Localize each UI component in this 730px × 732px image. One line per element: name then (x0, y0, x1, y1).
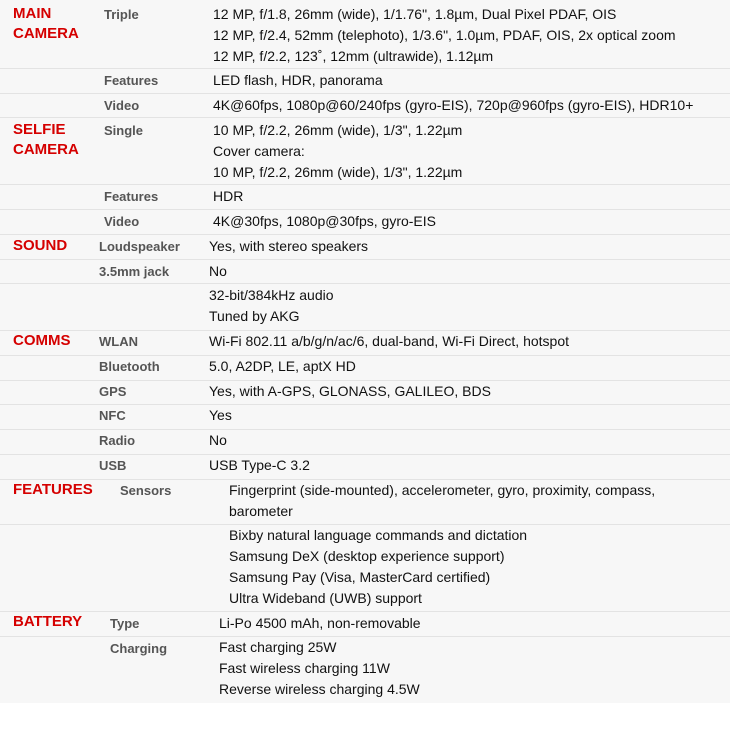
value-charging: Fast charging 25W Fast wireless charging 11W Reverse wireless charging 4.5W (219, 639, 420, 697)
label-loudspeaker: Loudspeaker (99, 239, 180, 254)
value-usb: USB Type-C 3.2 (209, 457, 310, 473)
value-single: 10 MP, f/2.2, 26mm (wide), 1/3", 1.22µm Cover camera: 10 MP, f/2.2, 26mm (wide), 1/3", 1.22µm (213, 122, 463, 180)
label-main-features: Features (104, 73, 159, 88)
value-main-video: 4K@60fps, 1080p@60/240fps (gyro-EIS), 720p@960fps (gyro-EIS), HDR10+ (213, 97, 694, 113)
spec-row-sound-extra (0, 284, 730, 331)
value-features-extra: Bixby natural language commands and dictation Samsung DeX (desktop experience support) Samsung Pay (Visa, MasterCard certified) Ultra Wideband (UWB) support (229, 527, 528, 606)
label-main-video: Video (104, 98, 140, 113)
label-usb: USB (99, 458, 127, 473)
value-gps: Yes, with A-GPS, GLONASS, GALILEO, BDS (209, 383, 491, 399)
value-main-features: LED flash, HDR, panorama (213, 72, 383, 88)
label-single: Single (104, 123, 144, 138)
value-triple: 12 MP, f/1.8, 26mm (wide), 1/1.76", 1.8µm, Dual Pixel PDAF, OIS 12 MP, f/2.4, 52mm (telephoto), 1/3.6", 1.0µm, PDAF, OIS, 2x optical zoom 12 MP, f/2.2, 123˚, 12mm (ultrawide), 1.12µm (213, 6, 676, 64)
section-title-features: FEATURES (13, 481, 93, 498)
section-title-main-camera: MAIN CAMERA (13, 5, 79, 42)
value-nfc: Yes (209, 407, 232, 423)
value-loudspeaker: Yes, with stereo speakers (209, 238, 369, 254)
label-charging: Charging (110, 641, 168, 656)
value-battery-type: Li-Po 4500 mAh, non-removable (219, 615, 421, 631)
label-jack: 3.5mm jack (99, 264, 170, 279)
label-sensors: Sensors (120, 483, 172, 498)
section-title-sound: SOUND (13, 237, 68, 254)
label-battery-type: Type (110, 616, 140, 631)
section-title-comms: COMMS (13, 332, 71, 349)
value-wlan: Wi-Fi 802.11 a/b/g/n/ac/6, dual-band, Wi-Fi Direct, hotspot (209, 333, 570, 349)
value-selfie-features: HDR (213, 188, 244, 204)
label-triple: Triple (104, 7, 139, 22)
label-gps: GPS (99, 384, 127, 399)
value-selfie-video: 4K@30fps, 1080p@30fps, gyro-EIS (213, 213, 436, 229)
value-sound-extra: 32-bit/384kHz audio Tuned by AKG (209, 287, 334, 324)
label-selfie-video: Video (104, 214, 140, 229)
label-selfie-features: Features (104, 189, 159, 204)
label-nfc: NFC (99, 408, 126, 423)
section-title-selfie-camera: SELFIE CAMERA (13, 121, 79, 158)
label-wlan: WLAN (99, 334, 138, 349)
value-radio: No (209, 432, 227, 448)
section-title-battery: BATTERY (13, 613, 83, 630)
value-jack: No (209, 263, 227, 279)
label-radio: Radio (99, 433, 136, 448)
label-bluetooth: Bluetooth (99, 359, 160, 374)
value-sensors: Fingerprint (side-mounted), accelerometer, gyro, proximity, compass, barometer (229, 482, 656, 519)
value-bluetooth: 5.0, A2DP, LE, aptX HD (209, 358, 356, 374)
